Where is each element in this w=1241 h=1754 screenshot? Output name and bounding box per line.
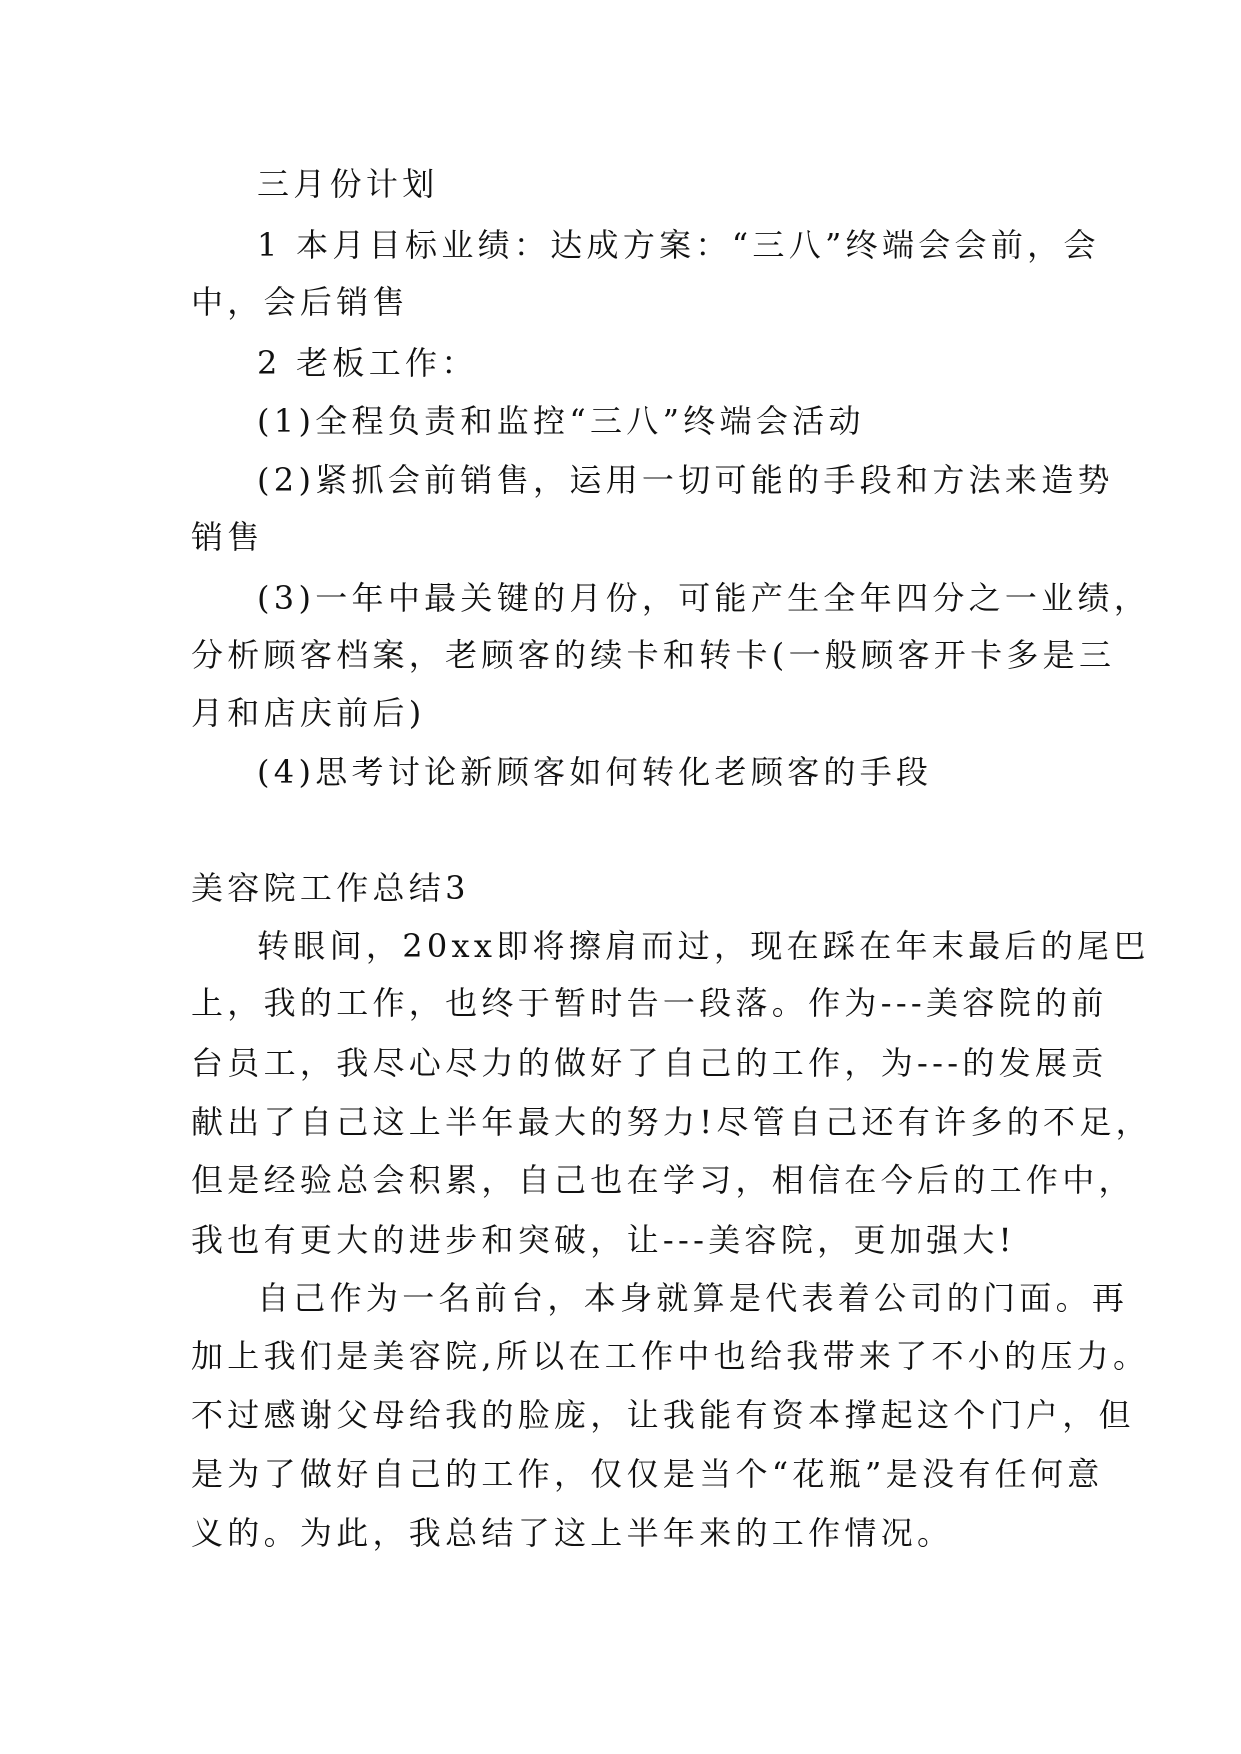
- plan-subitem-3-line-2: 分析顾客档案，老顾客的续卡和转卡(一般顾客开卡多是三: [191, 636, 1116, 674]
- plan-item-1-line-2: 中，会后销售: [191, 283, 409, 321]
- paragraph-2-line-3: 不过感谢父母给我的脸庞，让我能有资本撑起这个门户，但: [191, 1396, 1135, 1434]
- paragraph-1-line-3: 台员工，我尽心尽力的做好了自己的工作，为---的发展贡: [191, 1044, 1108, 1082]
- plan-subitem-1: (1)全程负责和监控“三八”终端会活动: [257, 402, 865, 440]
- paragraph-1-line-5: 但是经验总会积累，自己也在学习，相信在今后的工作中，: [191, 1161, 1135, 1199]
- plan-subitem-2-line-1: (2)紧抓会前销售，运用一切可能的手段和方法来造势: [257, 461, 1114, 499]
- paragraph-2-line-4: 是为了做好自己的工作，仅仅是当个“花瓶”是没有任何意: [191, 1455, 1104, 1493]
- plan-item-2: 2 老板工作：: [257, 344, 478, 382]
- paragraph-1-line-4: 献出了自己这上半年最大的努力!尽管自己还有许多的不足，: [191, 1103, 1152, 1141]
- section-title: 美容院工作总结3: [191, 869, 470, 907]
- plan-subitem-3-line-3: 月和店庆前后): [191, 694, 426, 732]
- paragraph-2-line-1: 自己作为一名前台，本身就算是代表着公司的门面。再: [257, 1279, 1129, 1317]
- paragraph-2-line-2: 加上我们是美容院,所以在工作中也给我带来了不小的压力。: [191, 1337, 1150, 1375]
- plan-subitem-4: (4)思考讨论新顾客如何转化老顾客的手段: [257, 753, 933, 791]
- paragraph-2-line-5: 义的。为此，我总结了这上半年来的工作情况。: [191, 1514, 954, 1552]
- plan-title: 三月份计划: [257, 165, 439, 203]
- paragraph-1-line-6: 我也有更大的进步和突破，让---美容院，更加强大!: [191, 1221, 1016, 1259]
- paragraph-1-line-2: 上，我的工作，也终于暂时告一段落。作为---美容院的前: [191, 984, 1108, 1022]
- plan-subitem-2-line-2: 销售: [191, 518, 264, 556]
- paragraph-1-line-1: 转眼间，20xx即将擦肩而过，现在踩在年末最后的尾巴: [257, 927, 1150, 965]
- plan-subitem-3-line-1: (3)一年中最关键的月份，可能产生全年四分之一业绩，: [257, 579, 1151, 617]
- plan-item-1-line-1: 1 本月目标业绩：达成方案：“三八”终端会会前，会: [257, 226, 1100, 264]
